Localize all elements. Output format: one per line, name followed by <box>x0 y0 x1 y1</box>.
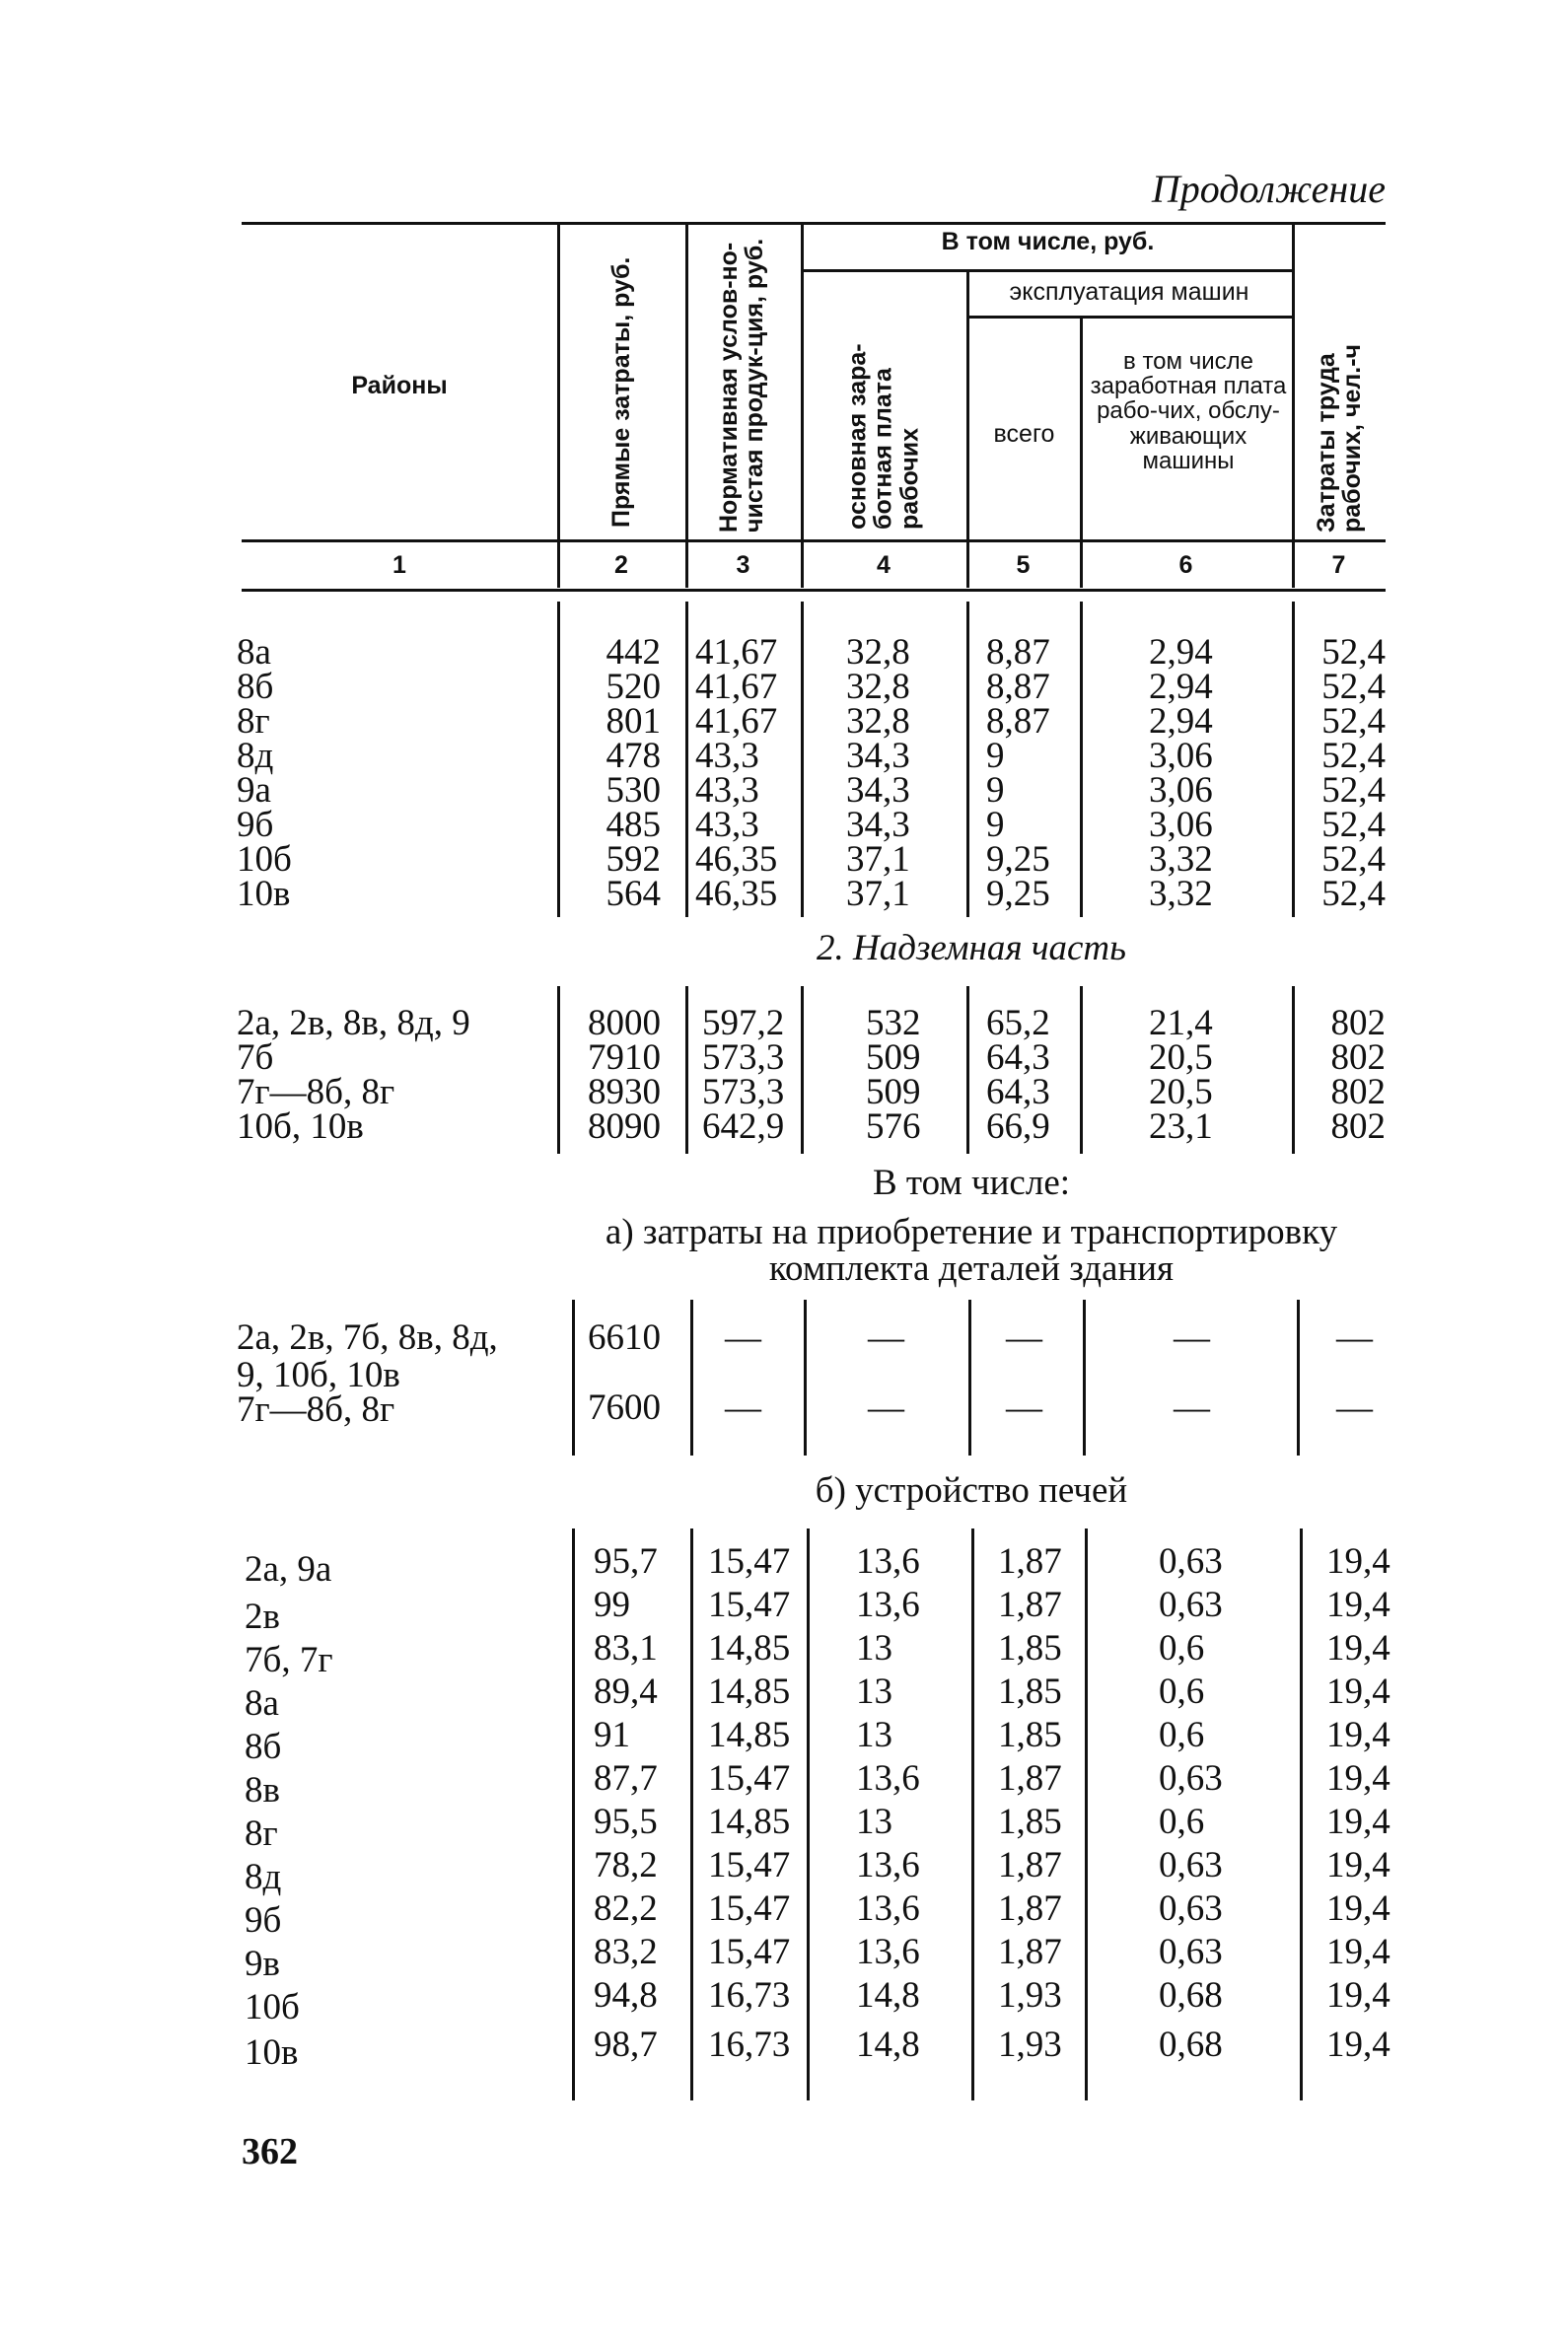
table-cell: 43,3 <box>695 770 759 811</box>
table-cell: 34,3 <box>846 805 910 845</box>
table-cell: 9,25 <box>986 839 1050 880</box>
subsection-a-title-line1: а) затраты на приобретение и транспортировку <box>605 1212 1338 1252</box>
table-row-label: 10б, 10в <box>237 1106 364 1147</box>
section-2-title: 2. Надземная часть <box>817 928 1126 968</box>
table-cell: 597,2 <box>702 1003 785 1043</box>
table-cell: 0,68 <box>1159 1975 1223 2016</box>
table-cell: 46,35 <box>695 874 778 914</box>
table-row-label: 7б <box>237 1037 274 1078</box>
table-cell: 91 <box>594 1715 630 1755</box>
header-base-wages: основная зара-ботная плата рабочих <box>843 343 924 530</box>
table-row-label: 9б <box>237 805 274 845</box>
table-row-label: 7г—8б, 8г <box>237 1389 395 1430</box>
table-cell: 19,4 <box>1326 1802 1390 1842</box>
column-number-5: 5 <box>1016 551 1031 579</box>
table-cell: 485 <box>606 805 661 845</box>
table-cell: 13,6 <box>856 1541 920 1582</box>
table-cell: 532 <box>866 1003 921 1043</box>
header-districts: Районы <box>351 372 448 399</box>
column-number-7: 7 <box>1331 551 1346 579</box>
table-cell: 37,1 <box>846 839 910 880</box>
table-cell: 576 <box>866 1106 921 1147</box>
table-row-label: 9б <box>245 1900 282 1941</box>
table-cell: 13,6 <box>856 1845 920 1885</box>
table-cell: 8,87 <box>986 701 1050 742</box>
header-machine-wages: в том числе заработная плата рабо-чих, обслу-живающих машины <box>1090 348 1287 474</box>
table-cell: 52,4 <box>1321 874 1386 914</box>
table-cell: 89,4 <box>594 1671 658 1712</box>
table-cell: 52,4 <box>1321 770 1386 811</box>
table-cell: 43,3 <box>695 805 759 845</box>
table-cell: 1,87 <box>998 1758 1062 1799</box>
table-cell: — <box>1336 1387 1373 1428</box>
table-cell: 14,85 <box>708 1671 791 1712</box>
table-cell: 13 <box>856 1628 892 1669</box>
table-cell: — <box>725 1387 761 1428</box>
table-cell: 52,4 <box>1321 667 1386 707</box>
table-cell: 19,4 <box>1326 1845 1390 1885</box>
table-cell: 64,3 <box>986 1037 1050 1078</box>
table-cell: 2,94 <box>1149 632 1213 673</box>
table-cell: 52,4 <box>1321 701 1386 742</box>
table-cell: 19,4 <box>1326 1715 1390 1755</box>
table-cell: 0,63 <box>1159 1758 1223 1799</box>
table-cell: 592 <box>606 839 661 880</box>
table-cell: 15,47 <box>708 1888 791 1929</box>
table-cell: 46,35 <box>695 839 778 880</box>
table-cell: — <box>868 1317 904 1358</box>
header-total: всего <box>993 420 1055 448</box>
table-cell: 530 <box>606 770 661 811</box>
table-row-label: 10в <box>237 874 291 914</box>
table-row-label: 10б <box>245 1987 300 2027</box>
table-cell: 95,7 <box>594 1541 658 1582</box>
table-cell: 0,6 <box>1159 1802 1205 1842</box>
table-cell: 573,3 <box>702 1072 785 1112</box>
table-cell: 1,87 <box>998 1585 1062 1625</box>
table-cell: 0,6 <box>1159 1715 1205 1755</box>
table-cell: 19,4 <box>1326 1541 1390 1582</box>
table-cell: 0,6 <box>1159 1671 1205 1712</box>
table-cell: 52,4 <box>1321 632 1386 673</box>
table-cell: 82,2 <box>594 1888 658 1929</box>
table-cell: 509 <box>866 1072 921 1112</box>
table-cell: 6610 <box>588 1317 661 1358</box>
table-cell: 7600 <box>588 1387 661 1428</box>
table-cell: 2,94 <box>1149 701 1213 742</box>
table-cell: 14,85 <box>708 1802 791 1842</box>
table-cell: 520 <box>606 667 661 707</box>
table-cell: 52,4 <box>1321 805 1386 845</box>
table-cell: 83,1 <box>594 1628 658 1669</box>
table-cell: 0,6 <box>1159 1628 1205 1669</box>
table-cell: 1,87 <box>998 1845 1062 1885</box>
table-cell: — <box>1336 1317 1373 1358</box>
table-cell: 0,63 <box>1159 1845 1223 1885</box>
table-cell: 1,87 <box>998 1888 1062 1929</box>
header-group-including: В том числе, руб. <box>941 228 1155 255</box>
table-cell: 3,06 <box>1149 770 1213 811</box>
table-row-label: 2а, 2в, 8в, 8д, 9 <box>237 1003 470 1043</box>
subsection-b-title: б) устройство печей <box>815 1470 1128 1511</box>
table-cell: 19,4 <box>1326 1975 1390 2016</box>
table-cell: 37,1 <box>846 874 910 914</box>
table-cell: 13,6 <box>856 1932 920 1972</box>
table-cell: 16,73 <box>708 2025 791 2065</box>
column-number-4: 4 <box>877 551 891 579</box>
table-cell: 802 <box>1330 1072 1386 1112</box>
table-cell: 34,3 <box>846 736 910 776</box>
table-cell: 13 <box>856 1715 892 1755</box>
table-row-label: 8а <box>237 632 271 673</box>
table-row-label: 8д <box>237 736 274 776</box>
table-cell: 0,63 <box>1159 1585 1223 1625</box>
table-cell: 14,85 <box>708 1715 791 1755</box>
table-row-label: 9в <box>245 1944 280 1984</box>
table-row-label: 2а, 2в, 7б, 8в, 8д, <box>237 1317 498 1358</box>
table-cell: 41,67 <box>695 701 778 742</box>
table-cell: 14,8 <box>856 1975 920 2016</box>
table-cell: 2,94 <box>1149 667 1213 707</box>
table-row-label: 2в <box>245 1597 280 1637</box>
table-cell: 3,32 <box>1149 839 1213 880</box>
header-labor-costs: Затраты труда рабочих, чел.-ч <box>1312 343 1366 533</box>
table-cell: 1,93 <box>998 2025 1062 2065</box>
table-cell: 41,67 <box>695 632 778 673</box>
table-cell: — <box>868 1387 904 1428</box>
table-cell: 95,5 <box>594 1802 658 1842</box>
table-row-label: 2а, 9а <box>245 1549 332 1590</box>
table-cell: — <box>1174 1317 1210 1358</box>
table-row-label: 8д <box>245 1857 282 1897</box>
table-cell: 83,2 <box>594 1932 658 1972</box>
table-row-label: 8а <box>245 1683 279 1724</box>
table-row-label: 9, 10б, 10в <box>237 1355 400 1395</box>
subsection-a-title-line2: комплекта деталей здания <box>768 1248 1175 1289</box>
table-cell: 8090 <box>588 1106 661 1147</box>
table-cell: 98,7 <box>594 2025 658 2065</box>
table-cell: 13 <box>856 1802 892 1842</box>
table-cell: 1,85 <box>998 1628 1062 1669</box>
column-number-2: 2 <box>614 551 628 579</box>
table-cell: 19,4 <box>1326 1932 1390 1972</box>
table-cell: 32,8 <box>846 667 910 707</box>
table-cell: 13 <box>856 1671 892 1712</box>
continuation-label: Продолжение <box>1151 167 1386 211</box>
table-cell: 8930 <box>588 1072 661 1112</box>
table-row-label: 7г—8б, 8г <box>237 1072 395 1112</box>
subsection-intro: В том числе: <box>872 1163 1071 1203</box>
table-cell: — <box>1006 1317 1042 1358</box>
header-machine-operation: эксплуатация машин <box>1009 278 1249 306</box>
table-cell: 99 <box>594 1585 630 1625</box>
page-number: 362 <box>242 2131 298 2172</box>
table-row-label: 10в <box>245 2032 299 2073</box>
table-cell: 478 <box>606 736 661 776</box>
table-cell: 65,2 <box>986 1003 1050 1043</box>
table-cell: 802 <box>1330 1003 1386 1043</box>
table-cell: 15,47 <box>708 1585 791 1625</box>
table-cell: 15,47 <box>708 1845 791 1885</box>
table-cell: 573,3 <box>702 1037 785 1078</box>
table-cell: 9 <box>986 805 1005 845</box>
table-cell: 20,5 <box>1149 1037 1213 1078</box>
table-cell: 41,67 <box>695 667 778 707</box>
table-cell: 0,63 <box>1159 1932 1223 1972</box>
table-cell: 43,3 <box>695 736 759 776</box>
table-cell: 0,68 <box>1159 2025 1223 2065</box>
table-cell: 87,7 <box>594 1758 658 1799</box>
table-cell: — <box>1006 1387 1042 1428</box>
table-cell: 21,4 <box>1149 1003 1213 1043</box>
table-cell: 15,47 <box>708 1932 791 1972</box>
table-cell: 1,85 <box>998 1802 1062 1842</box>
column-number-6: 6 <box>1178 551 1193 579</box>
table-cell: — <box>1174 1387 1210 1428</box>
table-cell: 34,3 <box>846 770 910 811</box>
header-direct-costs: Прямые затраты, руб. <box>606 256 635 528</box>
table-cell: 0,63 <box>1159 1888 1223 1929</box>
table-cell: 19,4 <box>1326 1585 1390 1625</box>
table-cell: 0,63 <box>1159 1541 1223 1582</box>
table-cell: 3,06 <box>1149 805 1213 845</box>
table-cell: 15,47 <box>708 1541 791 1582</box>
table-cell: 23,1 <box>1149 1106 1213 1147</box>
table-cell: 3,32 <box>1149 874 1213 914</box>
table-cell: 20,5 <box>1149 1072 1213 1112</box>
table-row-label: 7б, 7г <box>245 1640 333 1680</box>
table-cell: 8000 <box>588 1003 661 1043</box>
table-cell: 13,6 <box>856 1888 920 1929</box>
table-cell: 66,9 <box>986 1106 1050 1147</box>
table-cell: 3,06 <box>1149 736 1213 776</box>
table-row-label: 9а <box>237 770 271 811</box>
column-number-3: 3 <box>736 551 750 579</box>
column-number-1: 1 <box>392 551 406 579</box>
table-cell: 9 <box>986 770 1005 811</box>
table-cell: 16,73 <box>708 1975 791 2016</box>
table-row-label: 8г <box>245 1813 278 1854</box>
table-row-label: 8б <box>245 1727 282 1767</box>
table-cell: 14,85 <box>708 1628 791 1669</box>
table-cell: 19,4 <box>1326 1888 1390 1929</box>
table-cell: 1,87 <box>998 1541 1062 1582</box>
table-cell: 7910 <box>588 1037 661 1078</box>
table-cell: 8,87 <box>986 667 1050 707</box>
table-row-label: 8б <box>237 667 274 707</box>
table-row-label: 10б <box>237 839 292 880</box>
table-cell: 802 <box>1330 1106 1386 1147</box>
table-cell: 19,4 <box>1326 1628 1390 1669</box>
table-cell: 9 <box>986 736 1005 776</box>
table-cell: 1,93 <box>998 1975 1062 2016</box>
table-cell: 52,4 <box>1321 839 1386 880</box>
table-cell: 78,2 <box>594 1845 658 1885</box>
table-cell: 19,4 <box>1326 2025 1390 2065</box>
table-cell: 9,25 <box>986 874 1050 914</box>
table-cell: 64,3 <box>986 1072 1050 1112</box>
table-cell: 801 <box>606 701 661 742</box>
table-row-label: 8в <box>245 1770 280 1811</box>
table-cell: 19,4 <box>1326 1671 1390 1712</box>
table-cell: 8,87 <box>986 632 1050 673</box>
table-cell: 32,8 <box>846 632 910 673</box>
table-row-label: 8г <box>237 701 270 742</box>
table-cell: 442 <box>606 632 661 673</box>
table-cell: 642,9 <box>702 1106 785 1147</box>
table-cell: 19,4 <box>1326 1758 1390 1799</box>
table-cell: 32,8 <box>846 701 910 742</box>
table-cell: 1,85 <box>998 1671 1062 1712</box>
table-cell: 13,6 <box>856 1585 920 1625</box>
table-cell: 509 <box>866 1037 921 1078</box>
table-cell: 1,87 <box>998 1932 1062 1972</box>
table-cell: 1,85 <box>998 1715 1062 1755</box>
table-cell: — <box>725 1317 761 1358</box>
table-cell: 52,4 <box>1321 736 1386 776</box>
table-cell: 15,47 <box>708 1758 791 1799</box>
table-cell: 13,6 <box>856 1758 920 1799</box>
table-cell: 94,8 <box>594 1975 658 2016</box>
header-normative-product: Нормативная услов-но-чистая продук-ция, руб. <box>714 238 768 533</box>
table-cell: 564 <box>606 874 661 914</box>
table-cell: 14,8 <box>856 2025 920 2065</box>
table-cell: 802 <box>1330 1037 1386 1078</box>
